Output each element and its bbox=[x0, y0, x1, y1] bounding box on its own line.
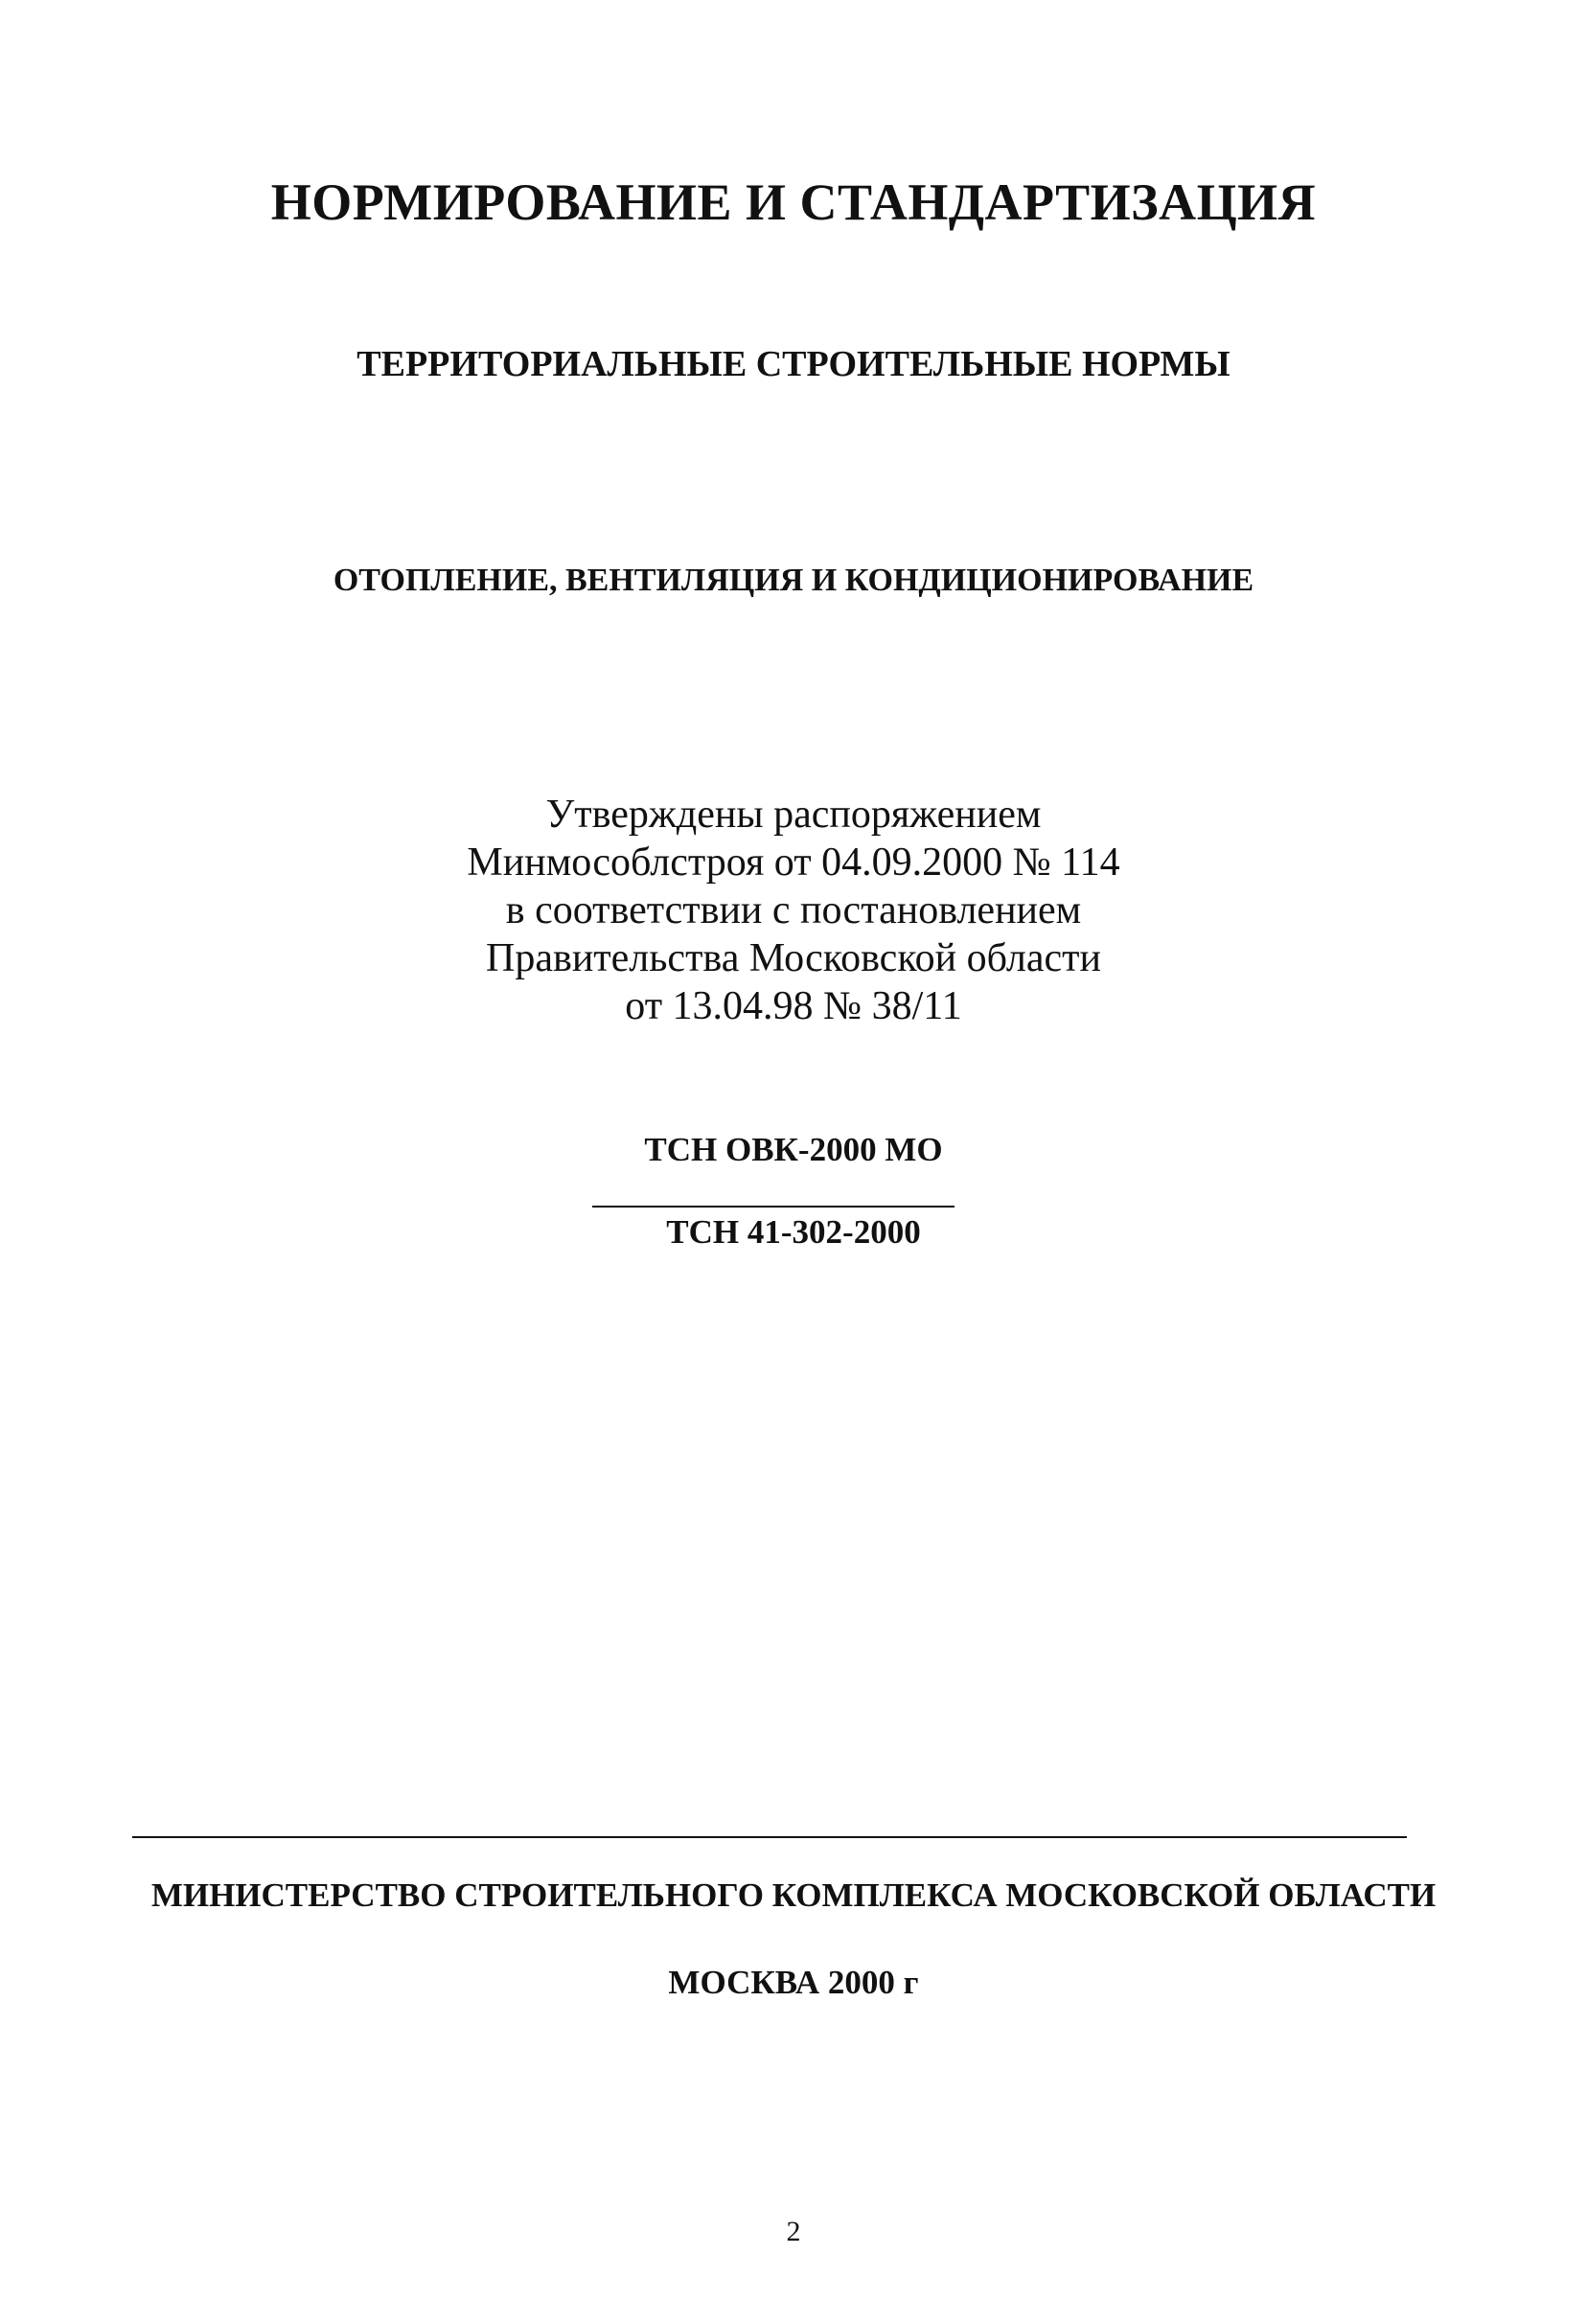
approval-line-4: Правительства Московской области bbox=[486, 936, 1101, 980]
publisher-name: МИНИСТЕРСТВО СТРОИТЕЛЬНОГО КОМПЛЕКСА МОСКОВСКОЙ ОБЛАСТИ bbox=[150, 1876, 1437, 1914]
approval-block bbox=[0, 791, 1587, 1030]
approval-line-5: от 13.04.98 № 38/11 bbox=[625, 984, 962, 1028]
footer-divider bbox=[132, 1836, 1407, 1838]
code-divider bbox=[592, 1206, 954, 1208]
series-title: НОРМИРОВАНИЕ И СТАНДАРТИЗАЦИЯ bbox=[270, 173, 1317, 231]
document-title: ОТОПЛЕНИЕ, ВЕНТИЛЯЦИЯ И КОНДИЦИОНИРОВАНИЕ bbox=[333, 563, 1254, 598]
category-title: ТЕРРИТОРИАЛЬНЫЕ СТРОИТЕЛЬНЫЕ НОРМЫ bbox=[356, 344, 1230, 384]
document-code-primary: ТСН ОВК-2000 МО bbox=[644, 1131, 943, 1168]
place-year: МОСКВА 2000 г bbox=[668, 1964, 919, 2001]
approval-line-2: Минмособлстроя от 04.09.2000 № 114 bbox=[467, 840, 1120, 885]
approval-line-1: Утверждены распоряжением bbox=[545, 793, 1042, 837]
document-code-secondary: ТСН 41-302-2000 bbox=[666, 1213, 921, 1251]
approval-line-3: в соответствии с постановлением bbox=[505, 888, 1082, 932]
page-number: 2 bbox=[786, 2216, 801, 2247]
